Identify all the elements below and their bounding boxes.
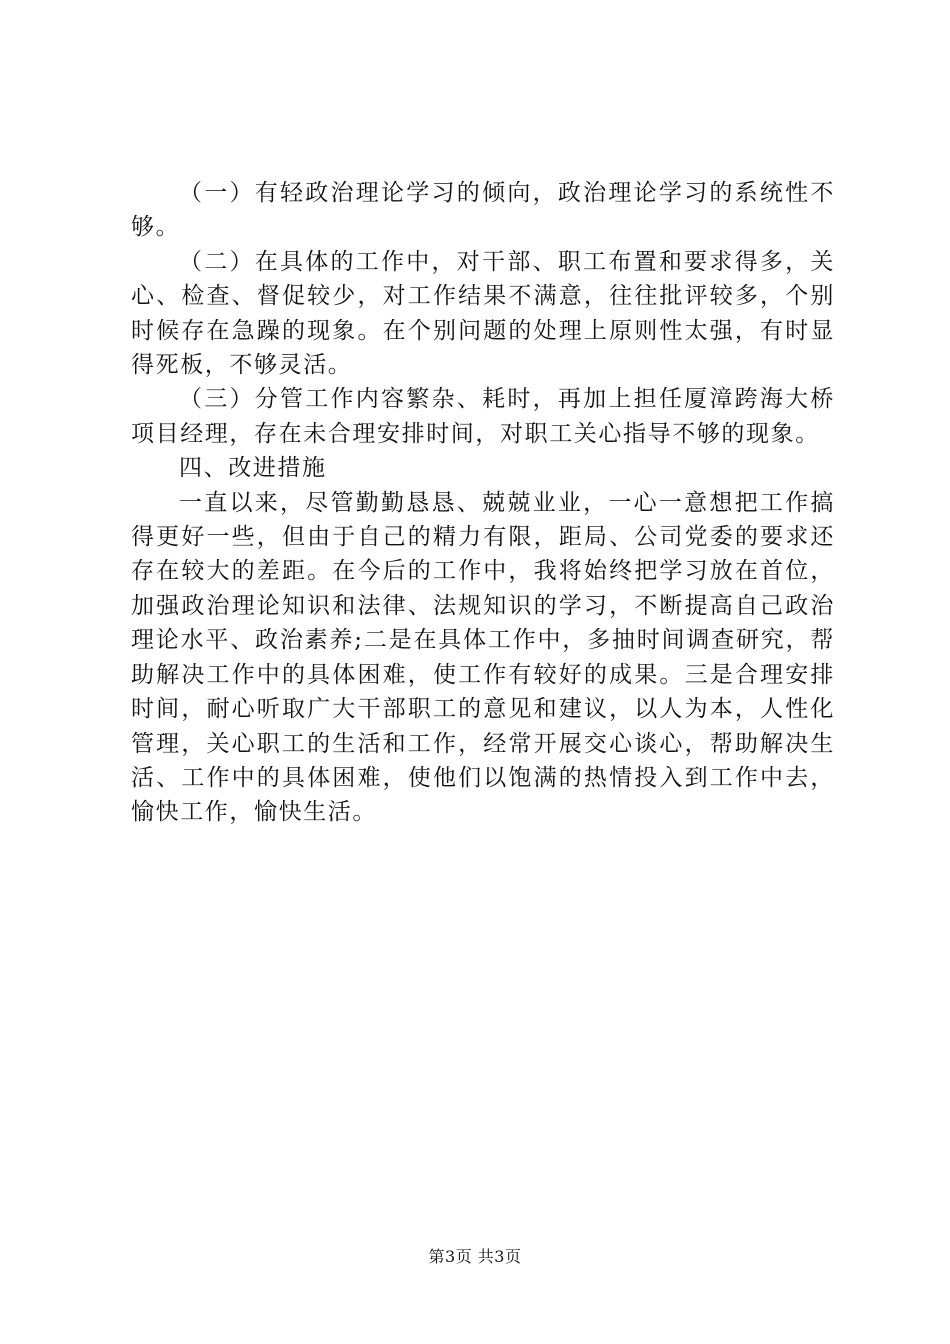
paragraph-improvement-measures: 一直以来，尽管勤勤恳恳、兢兢业业，一心一意想把工作搞得更好一些，但由于自己的精力有限，距局、公司党委的要求还存在较大的差距。在今后的工作中，我将始终把学习放在首位，加强政治理论知识和法律、法规知识的学习，不断提高自己政治理论水平、政治素养;二是在具体工作中，多抽时间调查研究，帮助解决工作中的具体困难，使工作有较好的成果。三是合理安排时间，耐心听取广大干部职工的意见和建议，以人为本，人性化管理，关心职工的生活和工作，经常开展交心谈心，帮助解决生活、工作中的具体困难，使他们以饱满的热情投入到工作中去，愉快工作，愉快生活。 <box>131 489 835 826</box>
paragraph-issue-3: （三）分管工作内容繁杂、耗时，再加上担任厦漳跨海大桥项目经理，存在未合理安排时间，对职工关心指导不够的现象。 <box>131 386 835 447</box>
section-heading: 四、改进措施 <box>179 455 327 482</box>
paragraph-issue-1: （一）有轻政治理论学习的倾向，政治理论学习的系统性不够。 <box>131 180 835 241</box>
paragraph-issue-2: （二）在具体的工作中，对干部、职工布置和要求得多，关心、检查、督促较少，对工作结果不满意，往往批评较多，个别时候存在急躁的现象。在个别问题的处理上原则性太强，有时显得死板，不够灵活。 <box>131 248 835 379</box>
document-body <box>131 176 835 830</box>
page-footer: 第3页 共3页 <box>428 1247 522 1266</box>
